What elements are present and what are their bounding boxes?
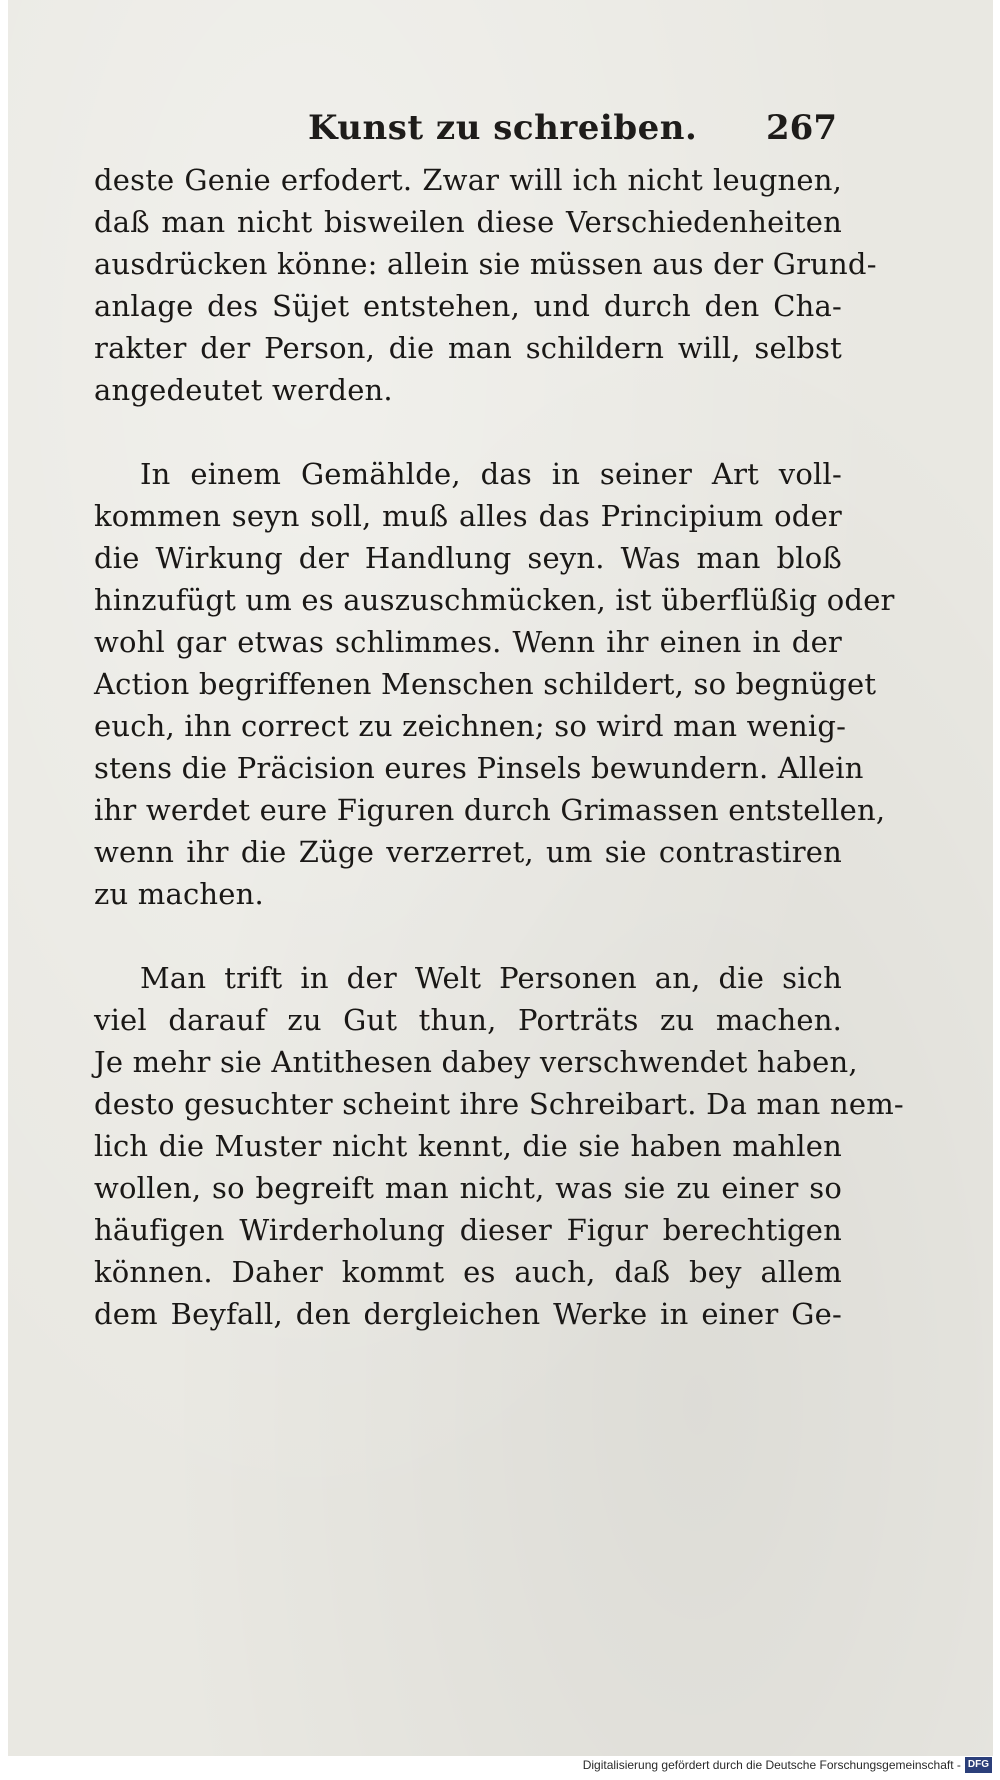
- text-line: kommen seyn soll, muß alles das Principium oder: [94, 499, 842, 533]
- text-line: hinzufügt um es auszuschmücken, ist überflüßig oder: [94, 583, 895, 617]
- text-line: viel darauf zu Gut thun, Porträts zu machen.: [94, 1003, 842, 1037]
- text-line: wollen, so begreift man nicht, was sie zu einer so: [94, 1171, 842, 1205]
- text-line: angedeutet werden.: [94, 373, 393, 407]
- text-line: desto gesuchter scheint ihre Schreibart. Da man nem-: [94, 1087, 904, 1121]
- page-number: 267: [766, 108, 837, 148]
- text-line: deste Genie erfodert. Zwar will ich nicht leugnen,: [94, 163, 842, 197]
- text-line: anlage des Süjet entstehen, und durch den Cha-: [94, 289, 842, 323]
- text-line: zu machen.: [94, 877, 264, 911]
- dfg-logo: DFG: [965, 1757, 992, 1773]
- running-title: Kunst zu schreiben.: [308, 108, 698, 148]
- paragraph-first-line: Man trift in der Welt Personen an, die sich: [140, 961, 842, 995]
- text-line: lich die Muster nicht kennt, die sie haben mahlen: [94, 1129, 842, 1163]
- text-line: wohl gar etwas schlimmes. Wenn ihr einen in der: [94, 625, 842, 659]
- text-line: häufigen Wirderholung dieser Figur berechtigen: [94, 1213, 842, 1247]
- text-line: stens die Präcision eures Pinsels bewundern. Allein: [94, 751, 864, 785]
- text-line: Je mehr sie Antithesen dabey verschwendet haben,: [94, 1045, 858, 1079]
- scanned-page: [8, 0, 993, 1756]
- text-line: die Wirkung der Handlung seyn. Was man bloß: [94, 541, 842, 575]
- digitization-credit: [583, 1756, 992, 1774]
- credit-text: Digitalisierung gefördert durch die Deutsche Forschungsgemeinschaft -: [582, 1758, 961, 1772]
- text-line: können. Daher kommt es auch, daß bey allem: [94, 1255, 842, 1289]
- text-line: dem Beyfall, den dergleichen Werke in einer Ge-: [94, 1297, 842, 1331]
- text-line: Action begriffenen Menschen schildert, so begnüget: [94, 667, 877, 701]
- text-line: daß man nicht bisweilen diese Verschiedenheiten: [94, 205, 842, 239]
- text-line: ihr werdet eure Figuren durch Grimassen entstellen,: [94, 793, 886, 827]
- text-line: ausdrücken könne: allein sie müssen aus der Grund-: [94, 247, 877, 281]
- text-line: euch, ihn correct zu zeichnen; so wird man wenig-: [94, 709, 847, 743]
- text-line: wenn ihr die Züge verzerret, um sie contrastiren: [94, 835, 842, 869]
- text-line: rakter der Person, die man schildern will, selbst: [94, 331, 842, 365]
- paragraph-first-line: In einem Gemählde, das in seiner Art voll-: [140, 457, 842, 491]
